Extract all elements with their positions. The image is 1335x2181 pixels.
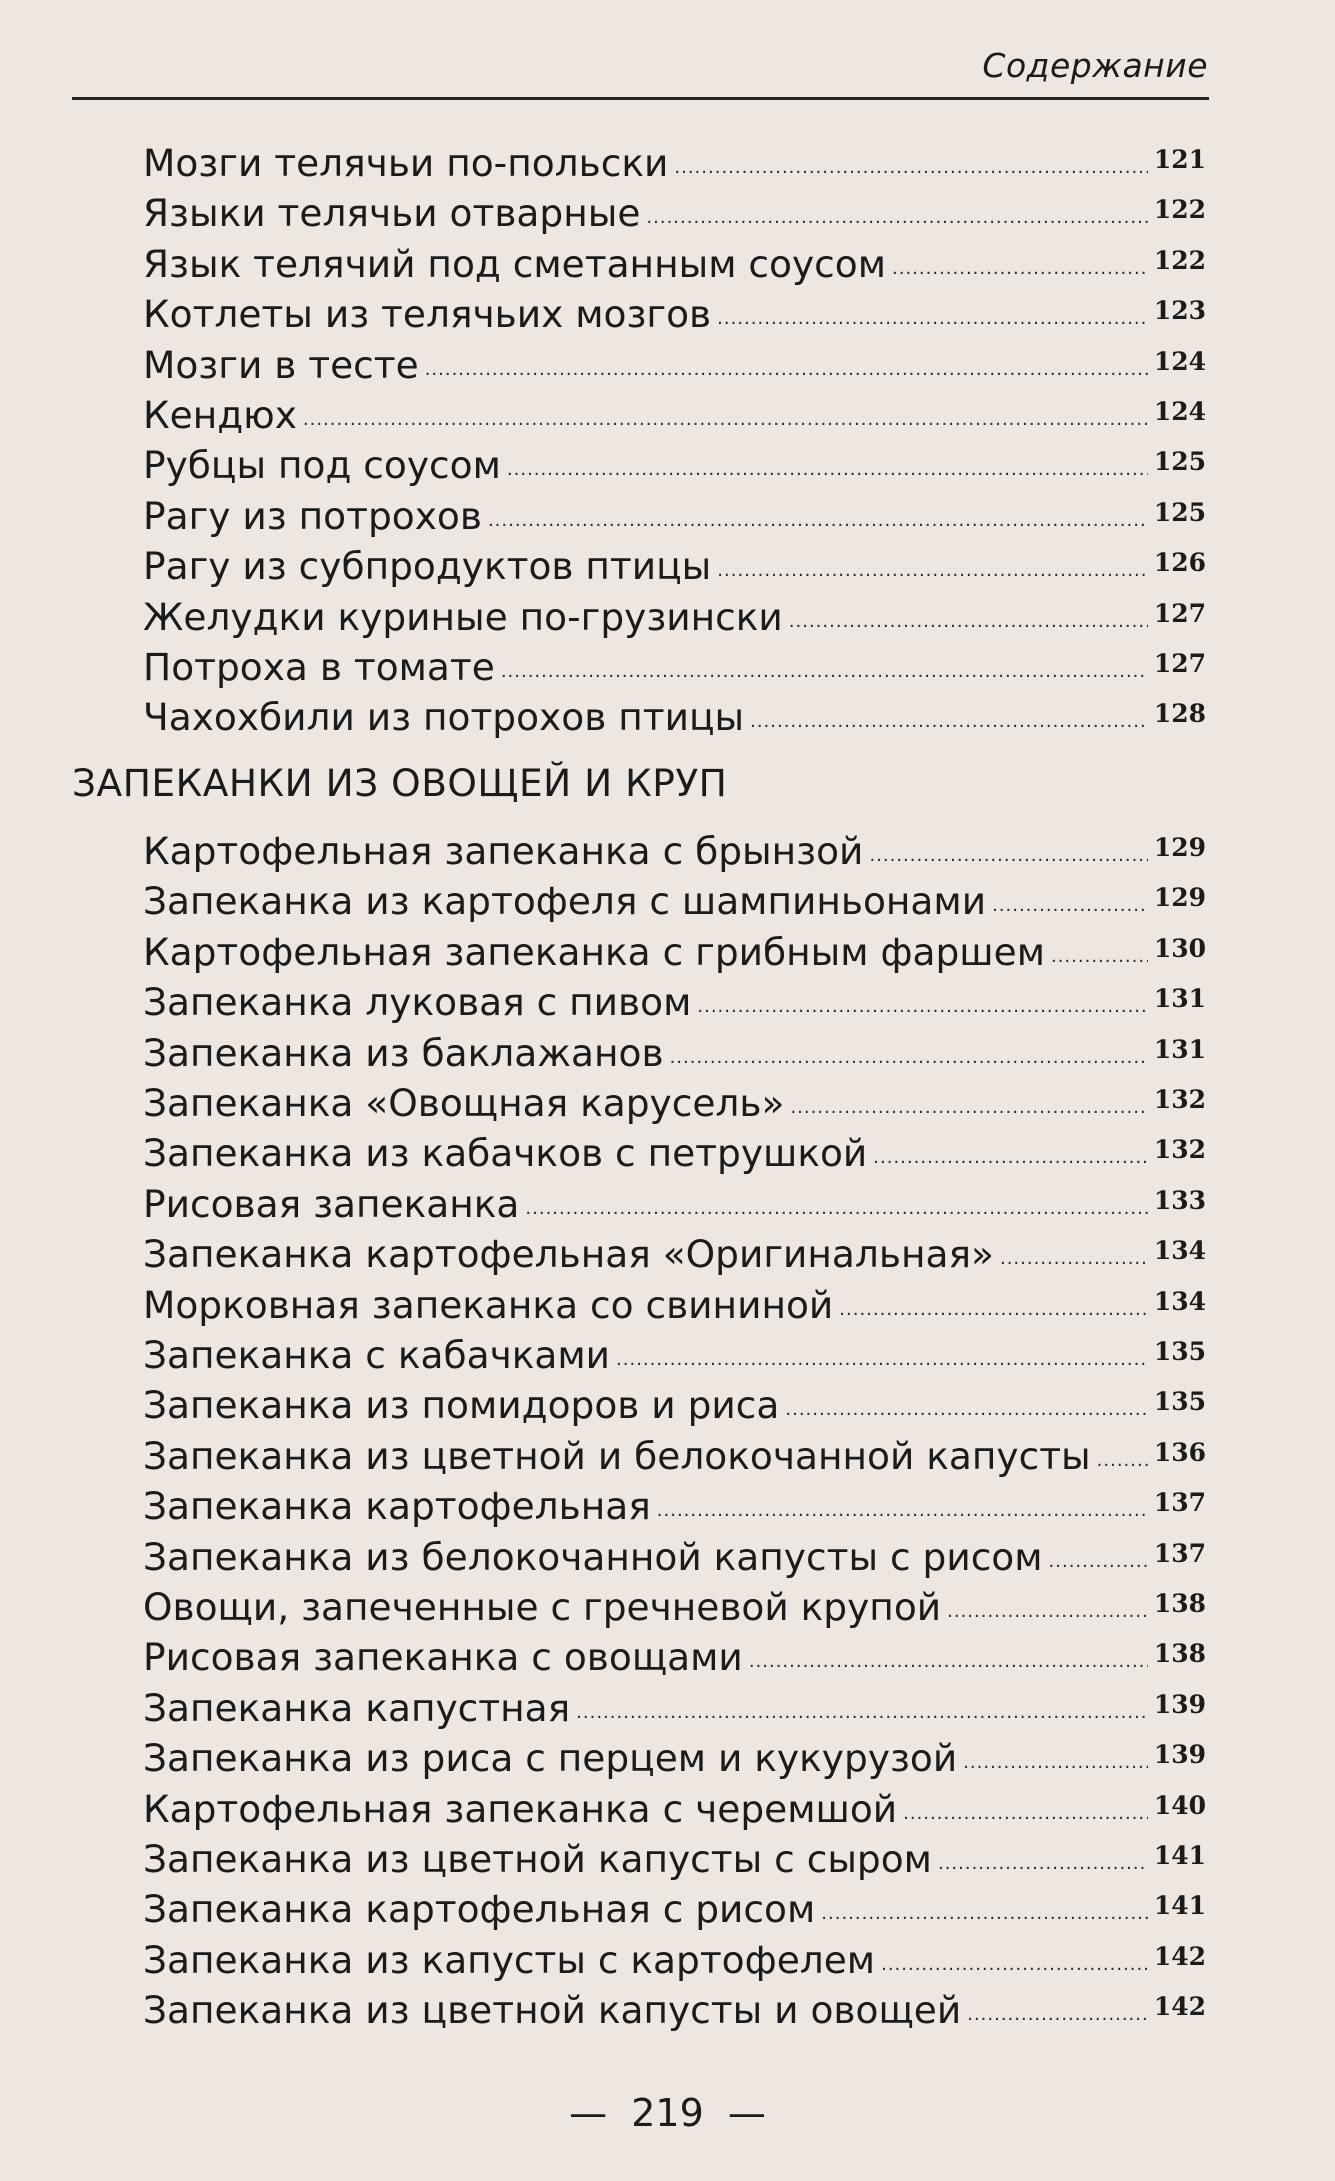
entry-title: Запеканка из цветной капусты и овощей xyxy=(143,1988,962,2033)
entry-title: Рагу из потрохов xyxy=(143,493,482,538)
entry-title: Запеканка из баклажанов xyxy=(143,1030,664,1075)
entry-page-number: 135 xyxy=(1153,1337,1206,1366)
entry-title: Языки телячьи отварные xyxy=(143,191,641,236)
entry-title: Мозги в тесте xyxy=(143,342,419,387)
toc-entry xyxy=(143,642,1206,692)
entry-page-number: 142 xyxy=(1153,1992,1206,2022)
dot-leader xyxy=(646,188,1147,238)
dot-leader xyxy=(576,1683,1148,1733)
entry-page-number: 121 xyxy=(1153,145,1206,174)
entry-page-number: 137 xyxy=(1153,1488,1206,1518)
toc-entry xyxy=(143,491,1206,541)
running-head: Содержание xyxy=(982,46,1208,85)
entry-title: Мозги телячьи по-польски xyxy=(143,141,669,185)
dot-leader xyxy=(1049,1532,1148,1582)
entry-page-number: 132 xyxy=(1153,1135,1206,1165)
entry-title: Желудки куриные по-грузински xyxy=(143,594,783,639)
dot-leader xyxy=(873,1128,1148,1178)
toc-entry xyxy=(143,390,1206,440)
dot-leader xyxy=(425,340,1148,390)
toc-entry xyxy=(143,289,1206,339)
toc-entry xyxy=(143,927,1206,977)
dot-leader xyxy=(869,826,1147,876)
entry-page-number: 138 xyxy=(1153,1589,1206,1618)
toc-entry xyxy=(143,1481,1206,1531)
entry-page-number: 131 xyxy=(1153,1034,1206,1064)
dot-leader xyxy=(670,1028,1148,1078)
toc-entry xyxy=(143,1784,1206,1834)
folio-number: 219 xyxy=(631,2091,704,2135)
entry-page-number: 138 xyxy=(1153,1639,1206,1669)
entry-page-number: 123 xyxy=(1153,296,1206,326)
entry-page-number: 134 xyxy=(1153,1286,1206,1316)
dot-leader xyxy=(892,239,1148,289)
toc-entry xyxy=(143,1431,1206,1481)
entry-title: Овощи, запеченные с гречневой крупой xyxy=(143,1585,942,1629)
entry-page-number: 136 xyxy=(1153,1437,1206,1467)
entry-page-number: 129 xyxy=(1153,883,1206,913)
entry-title: Запеканка «Овощная карусель» xyxy=(143,1081,785,1125)
toc-entry xyxy=(143,1834,1206,1884)
entry-page-number: 130 xyxy=(1153,933,1206,963)
entry-page-number: 133 xyxy=(1153,1185,1206,1215)
dot-leader xyxy=(839,1280,1148,1330)
toc-entry xyxy=(143,1935,1206,1985)
dot-leader xyxy=(1000,1229,1148,1279)
entry-title: Картофельная запеканка с брынзой xyxy=(143,829,864,873)
dot-leader xyxy=(789,592,1148,642)
toc-entry xyxy=(143,1985,1206,2035)
entry-page-number: 132 xyxy=(1153,1085,1206,1114)
dot-leader xyxy=(785,1380,1147,1430)
dot-leader xyxy=(697,977,1147,1027)
entry-page-number: 122 xyxy=(1153,245,1206,275)
entry-page-number: 141 xyxy=(1153,1841,1206,1870)
entry-page-number: 139 xyxy=(1153,1689,1206,1719)
entry-title: Рубцы под соусом xyxy=(143,443,501,488)
entry-title: Запеканка картофельная «Оригинальная» xyxy=(143,1232,994,1277)
entry-title: Запеканка картофельная с рисом xyxy=(143,1887,816,1932)
dot-leader xyxy=(303,390,1148,440)
dot-leader xyxy=(1097,1431,1148,1481)
entry-page-number: 137 xyxy=(1153,1538,1206,1568)
dot-leader xyxy=(525,1179,1147,1229)
dot-leader xyxy=(1051,927,1148,977)
toc-entry xyxy=(143,1582,1206,1632)
toc-entry xyxy=(143,1380,1206,1430)
entry-page-number: 124 xyxy=(1153,346,1206,376)
toc-entry xyxy=(143,1683,1206,1733)
dot-leader xyxy=(992,876,1148,926)
toc-entry xyxy=(143,1532,1206,1582)
entry-page-number: 141 xyxy=(1153,1891,1206,1921)
toc-entry xyxy=(143,1884,1206,1934)
dot-leader xyxy=(507,440,1148,490)
entry-page-number: 125 xyxy=(1153,447,1206,477)
toc-entry xyxy=(143,826,1206,876)
entry-title: Рагу из субпродуктов птицы xyxy=(143,544,712,589)
toc-entry xyxy=(143,1330,1206,1380)
entry-page-number: 135 xyxy=(1153,1387,1206,1417)
dot-leader xyxy=(657,1481,1148,1531)
toc-entry xyxy=(143,876,1206,926)
dot-leader xyxy=(947,1582,1148,1632)
entry-title: Морковная запеканка со свининой xyxy=(143,1282,834,1327)
dot-leader xyxy=(750,692,1148,742)
dot-leader xyxy=(881,1935,1148,1985)
entry-page-number: 122 xyxy=(1153,195,1206,225)
entry-title: Кендюх xyxy=(143,393,297,437)
entry-page-number: 140 xyxy=(1153,1790,1206,1820)
dot-leader xyxy=(488,491,1148,541)
entry-page-number: 134 xyxy=(1153,1236,1206,1266)
entry-page-number: 129 xyxy=(1153,833,1206,862)
toc-entry xyxy=(143,1028,1206,1078)
dot-leader xyxy=(963,1733,1148,1783)
entry-page-number: 125 xyxy=(1153,497,1206,527)
entry-title: Запеканка из риса с перцем и кукурузой xyxy=(143,1736,958,1781)
toc-entry xyxy=(143,1078,1206,1128)
entry-page-number: 142 xyxy=(1153,1941,1206,1971)
entry-title: Рисовая запеканка xyxy=(143,1181,520,1226)
entry-title: Запеканка из цветной капусты с сыром xyxy=(143,1837,932,1881)
section-heading: ЗАПЕКАНКИ ИЗ ОВОЩЕЙ И КРУП xyxy=(72,761,728,805)
toc-entry xyxy=(143,692,1206,742)
dot-leader xyxy=(967,1985,1148,2035)
toc-entry xyxy=(143,188,1206,238)
toc-entry xyxy=(143,1632,1206,1682)
entry-page-number: 127 xyxy=(1153,598,1206,628)
toc-entry xyxy=(143,1280,1206,1330)
entry-page-number: 131 xyxy=(1153,984,1206,1014)
toc-entry xyxy=(143,1733,1206,1783)
entry-page-number: 128 xyxy=(1153,699,1206,729)
toc-entry xyxy=(143,1128,1206,1178)
dot-leader xyxy=(717,289,1148,339)
dot-leader xyxy=(938,1834,1148,1884)
dot-leader xyxy=(790,1078,1147,1128)
entry-title: Запеканка из белокочанной капусты с рисом xyxy=(143,1534,1043,1579)
toc-entry xyxy=(143,1229,1206,1279)
entry-page-number: 126 xyxy=(1153,548,1206,578)
entry-title: Запеканка из помидоров и риса xyxy=(143,1383,780,1428)
toc-entry xyxy=(143,541,1206,591)
dot-leader xyxy=(501,642,1148,692)
toc-entry xyxy=(143,239,1206,289)
entry-title: Картофельная запеканка с грибным фаршем xyxy=(143,929,1045,974)
entry-page-number: 139 xyxy=(1153,1740,1206,1770)
entry-title: Язык телячий под сметанным соусом xyxy=(143,241,887,286)
entry-title: Запеканка картофельная xyxy=(143,1484,651,1529)
toc-entry xyxy=(143,1179,1206,1229)
dot-leader xyxy=(674,138,1147,188)
entry-title: Запеканка из капусты с картофелем xyxy=(143,1937,876,1982)
dot-leader xyxy=(821,1884,1148,1934)
folio-dash-right: — xyxy=(727,2091,766,2135)
entry-title: Запеканка из кабачков с петрушкой xyxy=(143,1131,868,1176)
dot-leader xyxy=(903,1784,1148,1834)
entry-title: Котлеты из телячьих мозгов xyxy=(143,292,712,337)
entry-title: Чахохбили из потрохов птицы xyxy=(143,695,745,740)
entry-title: Запеканка луковая с пивом xyxy=(143,980,692,1025)
entry-title: Потроха в томате xyxy=(143,645,495,689)
entry-page-number: 127 xyxy=(1153,649,1206,678)
entry-title: Запеканка с кабачками xyxy=(143,1333,611,1377)
page-number xyxy=(0,2088,1335,2138)
toc-entry xyxy=(143,340,1206,390)
dot-leader xyxy=(717,541,1148,591)
entry-title: Картофельная запеканка с черемшой xyxy=(143,1786,898,1831)
entry-title: Запеканка из цветной и белокочанной капусты xyxy=(143,1433,1091,1478)
toc-entry xyxy=(143,138,1206,188)
entry-title: Рисовая запеканка с овощами xyxy=(143,1635,743,1680)
toc-entry xyxy=(143,440,1206,490)
entry-title: Запеканка из картофеля с шампиньонами xyxy=(143,879,987,924)
entry-page-number: 124 xyxy=(1153,397,1206,426)
header-rule xyxy=(72,97,1209,100)
dot-leader xyxy=(616,1330,1148,1380)
dot-leader xyxy=(749,1632,1148,1682)
toc-entry xyxy=(143,592,1206,642)
entry-title: Запеканка капустная xyxy=(143,1685,571,1730)
toc-entry xyxy=(143,977,1206,1027)
folio-dash-left: — xyxy=(569,2091,608,2135)
